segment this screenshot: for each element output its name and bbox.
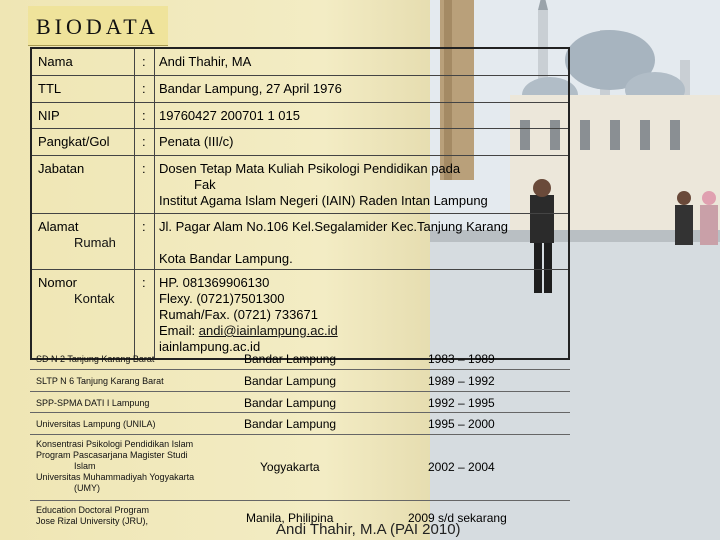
value-email	[159, 323, 559, 339]
value-rumah-fax: Rumah/Fax. (0721) 733671	[159, 307, 318, 322]
value-jabatan-line1: Dosen Tetap Mata Kuliah Psikologi Pendidikan pada	[159, 161, 461, 176]
school-name: Universitas Lampung (UNILA)	[36, 419, 156, 429]
school-name: SLTP N 6 Tanjung Karang Barat	[36, 376, 164, 386]
colon: :	[142, 219, 146, 234]
education-row	[30, 435, 570, 501]
school-city: Bandar Lampung	[244, 374, 337, 388]
row-ttl	[32, 76, 568, 103]
colon: :	[142, 81, 146, 96]
school-name: SPP-SPMA DATI I Lampung	[36, 398, 150, 408]
school-years: 2009 s/d sekarang	[408, 511, 507, 525]
education-row	[30, 413, 570, 435]
value-alamat-line2: Kota Bandar Lampung.	[159, 251, 293, 266]
row-nip	[32, 103, 568, 129]
value-website[interactable]: iainlampung.ac.id	[159, 339, 261, 354]
school-name-line: Islam	[74, 461, 96, 471]
row-kontak	[32, 270, 568, 358]
row-pangkat	[32, 129, 568, 156]
school-name: SD N 2 Tanjung Karang Barat	[36, 354, 155, 364]
value-hp: HP. 081369906130	[159, 275, 270, 290]
email-label: Email:	[159, 323, 199, 338]
education-row	[30, 348, 570, 370]
value-alamat-line1: Jl. Pagar Alam No.106 Kel.Segalamider Kec.Tanjung Karang	[159, 219, 509, 234]
label-ttl: TTL	[38, 81, 62, 96]
label-rumah: Rumah	[74, 235, 116, 250]
education-row	[30, 370, 570, 392]
school-years: 2002 – 2004	[428, 460, 495, 474]
school-name-line: Education Doctoral Program	[36, 505, 150, 515]
value-ttl: Bandar Lampung, 27 April 1976	[159, 81, 342, 96]
school-name-line: Program Pascasarjana Magister Studi	[36, 450, 188, 460]
colon: :	[142, 161, 146, 176]
value-nama: Andi Thahir, MA	[159, 54, 252, 69]
school-years: 1989 – 1992	[428, 374, 495, 388]
school-years: 1995 – 2000	[428, 417, 495, 431]
biodata-table	[30, 47, 570, 360]
label-nama: Nama	[38, 54, 73, 69]
school-name-line: Jose Rizal University (JRU),	[36, 516, 149, 526]
colon: :	[142, 134, 146, 149]
colon: :	[142, 108, 146, 123]
value-pangkat: Penata (III/c)	[159, 134, 234, 149]
education-row	[30, 392, 570, 413]
row-nama	[32, 49, 568, 76]
label-nip: NIP	[38, 108, 60, 123]
email-link[interactable]: andi@iainlampung.ac.id	[198, 323, 338, 338]
school-name-line: Konsentrasi Psikologi Pendidikan Islam	[36, 439, 194, 449]
colon: :	[142, 54, 146, 69]
school-years: 1992 – 1995	[428, 396, 495, 410]
school-city: Bandar Lampung	[244, 352, 337, 366]
value-nip: 19760427 200701 1 015	[159, 108, 300, 123]
school-city: Bandar Lampung	[244, 417, 337, 431]
label-alamat: Alamat	[38, 219, 79, 234]
value-jabatan-line2: Fak	[194, 177, 216, 192]
school-city: Yogyakarta	[260, 460, 320, 474]
row-jabatan	[32, 156, 568, 214]
label-kontak: Kontak	[74, 291, 115, 306]
value-flexy: Flexy. (0721)7501300	[159, 291, 285, 306]
footer-credit: Andi Thahir, M.A (PAI 2010)	[276, 521, 461, 538]
school-years: 1983 – 1989	[428, 352, 495, 366]
school-city: Manila, Philipina	[246, 511, 334, 525]
label-nomor: Nomor	[38, 275, 78, 290]
colon: :	[142, 275, 146, 290]
school-name-line: Universitas Muhammadiyah Yogyakarta	[36, 472, 195, 482]
school-name-line: (UMY)	[74, 483, 100, 493]
page-title: BIODATA	[36, 14, 159, 39]
label-jabatan: Jabatan	[38, 161, 85, 176]
school-city: Bandar Lampung	[244, 396, 337, 410]
label-pangkat: Pangkat/Gol	[38, 134, 110, 149]
value-jabatan-line3: Institut Agama Islam Negeri (IAIN) Raden Intan Lampung	[159, 193, 488, 208]
row-alamat	[32, 214, 568, 270]
